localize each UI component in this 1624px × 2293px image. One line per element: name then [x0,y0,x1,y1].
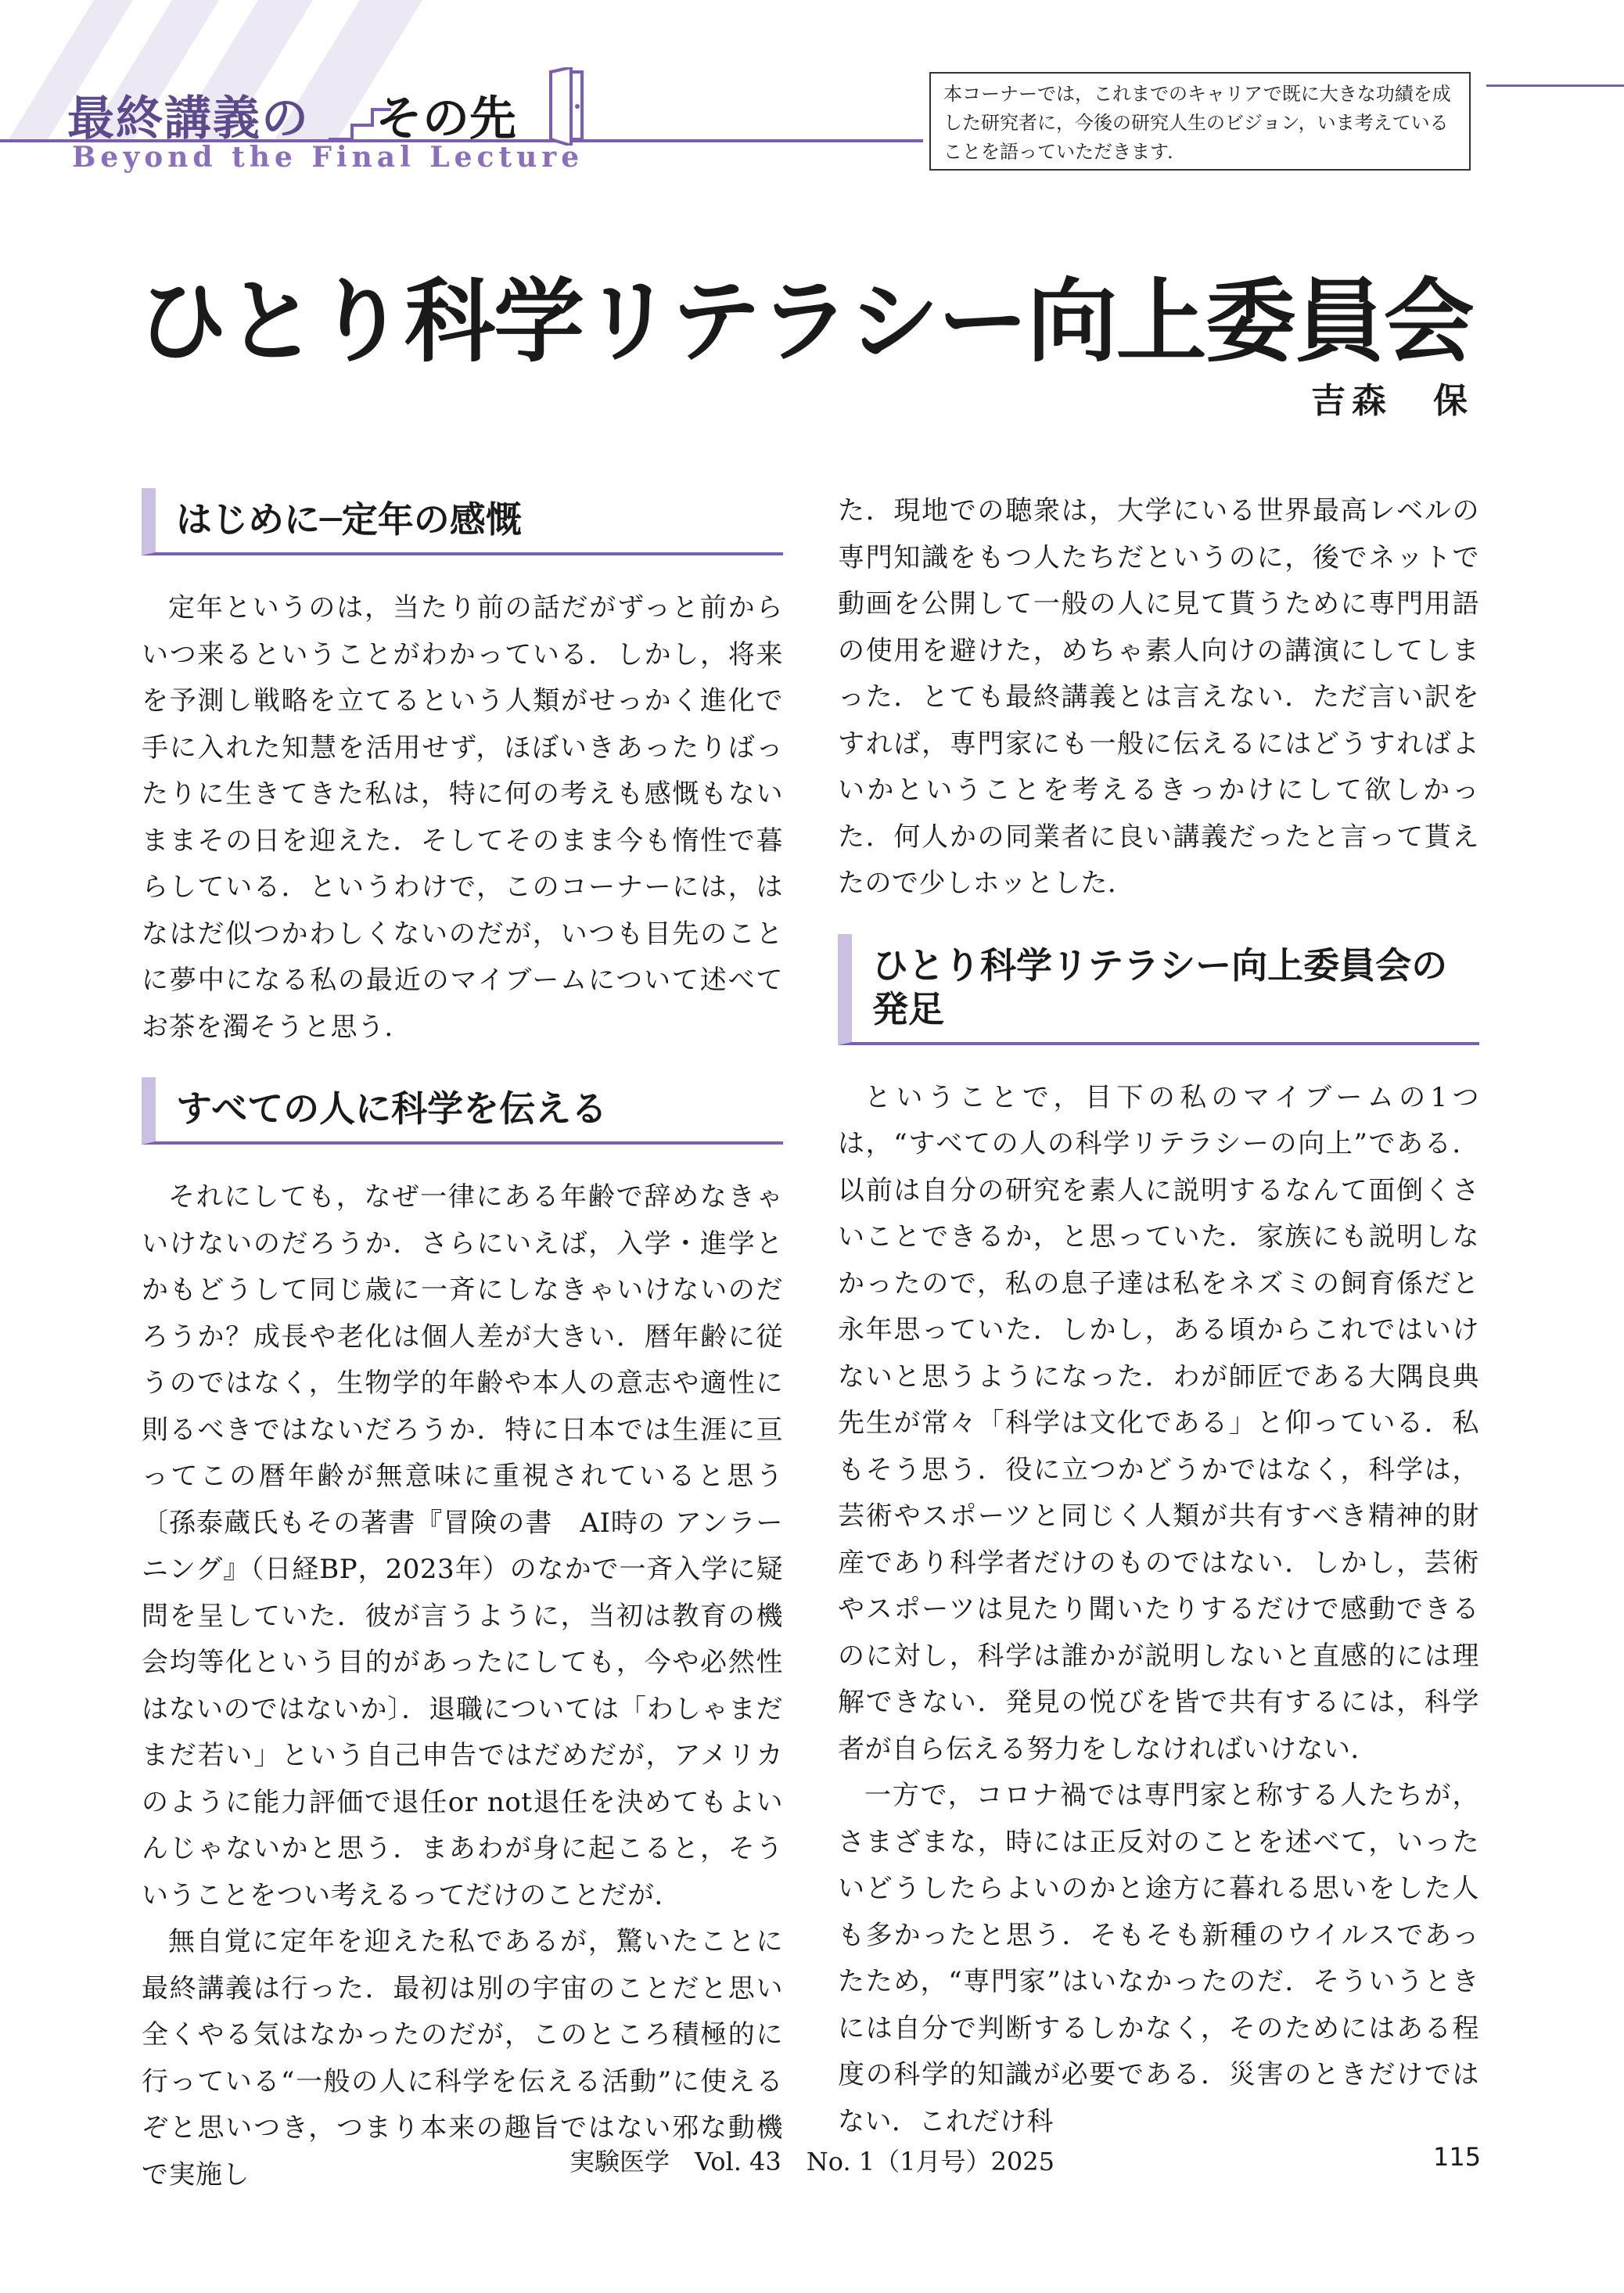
article-title: ひとり科学リテラシー向上委員会 [137,269,1473,375]
corner-title: 最終講義の [67,92,310,146]
corner-subtitle: Beyond the Final Lecture [72,141,584,174]
author-name: 吉森 保 [1311,381,1474,421]
section-heading-intro: はじめに─定年の感慨 [142,488,783,555]
paragraph: た．現地での聴衆は，大学にいる世界最高レベルの専門知識をもつ人たちだというのに，後でネットで動画を公開して一般の人に見て貰うために専門用語の使用を避けた，めちゃ素人向けの講演にしてしまった．とても最終講義とは言えない．ただ言い訳をすれば，専門家にも一般に伝えるにはどうすればよいかということを考えるきっかけにして欲しかった．何人かの同業者に良い講義だったと言って貰えたので少しホッとした． [838,495,1479,899]
paragraph: 定年というのは，当たり前の話だがずっと前からいつ来るということがわかっている．しかし，将来を予測し戦略を立てるという人類がせっかく進化で手に入れた知慧を活用せず，ほぼいきあったりばったりに生きてきた私は，特に何の考えも感慨もないままその日を迎えた．そしてそのまま今も惰性で暮らしている．というわけで，このコーナーには，はなはだ似つかわしくないのだが，いつも目先のことに夢中になる私の最近のマイブームについて述べてお茶を濁そうと思う． [142,592,783,1043]
door-icon [548,67,587,146]
paragraph: それにしても，なぜ一律にある年齢で辞めなきゃいけないのだろうか．さらにいえば，入学・進学とかもどうして同じ歳に一斉にしなきゃいけないのだろうか？成長や老化は個人差が大きい．暦年齢に従うのではなく，生物学的年齢や本人の意志や適性に則るべきではないだろうか．特に日本では生涯に亘ってこの暦年齢が無意味に重視されていると思う〔孫泰蔵氏もその著書『冒険の書 AI時の アンラーニング』（日経BP，2023年）のなかで一斉入学に疑問を呈していた．彼が言うように，当初は教育の機会均等化という目的があったにしても，今や必然性はないのではないか〕．退職については「わしゃまだまだ若い」という自己申告ではだめだが，アメリカのように能力評価で退任or not退任を決めてもよいんじゃないかと思う．まあわが身に起こると，そういうことをつい考えるってだけのことだが． [142,1181,783,1911]
corner-title-sono: その先 [375,92,516,146]
paragraph: ということで，目下の私のマイブームの1つは，“すべての人の科学リテラシーの向上”である．以前は自分の研究を素人に説明するなんて面倒くさいことできるか，と思っていた．家族にも説明しなかったので，私の息子達は私をネズミの飼育係だと永年思っていた．しかし，ある頃からこれではいけないと思うようになった．わが師匠である大隅良典先生が常々「科学は文化である」と仰っている．私もそう思う．役に立つかどうかではなく，科学は，芸術やスポーツと同じく人類が共有すべき精神的財産であり科学者だけのものではない．しかし，芸術やスポーツは見たり聞いたりするだけで感動できるのに対し，科学は誰かが説明しないと直感的には理解できない．発見の悦びを皆で共有するには，科学者が自ら伝える努力をしなければいけない． [838,1081,1479,1765]
section-heading-committee: ひとり科学リテラシー向上委員会の発足 [838,934,1479,1045]
left-column [142,488,783,2198]
section-heading-science-for-all: すべての人に科学を伝える [142,1077,783,1145]
footer-journal-info: 実験医学 Vol. 43 No. 1（1月号）2025 [569,2147,1055,2176]
page-number: 115 [1433,2142,1482,2172]
right-column [838,488,1479,2145]
corner-title-continued [375,81,516,149]
paragraph: 無自覚に定年を迎えた私であるが，驚いたことに最終講義は行った．最初は別の宇宙のことだと思い全くやる気はなかったのだが，このところ積極的に行っている“一般の人に科学を伝える活動”に使えるぞと思いつき，つまり本来の趣旨ではない邪な動機で実施し [142,1926,783,2191]
paragraph: 一方で，コロナ禍では専門家と称する人たちが，さまざまな，時には正反対のことを述べて，いったいどうしたらよいのかと途方に暮れる思いをした人も多かったと思う．そもそも新種のウイルスであったため，“専門家”はいなかったのだ．そういうときには自分で判断するしかなく，そのためにはある程度の科学的知識が必要である．災害のときだけではない．これだけ科 [838,1780,1479,2137]
header-rule-right [1486,84,1624,87]
intro-box: 本コーナーでは，これまでのキャリアで既に大きな功績を成した研究者に，今後の研究人生のビジョン，いま考えていることを語っていただきます． [929,72,1471,171]
